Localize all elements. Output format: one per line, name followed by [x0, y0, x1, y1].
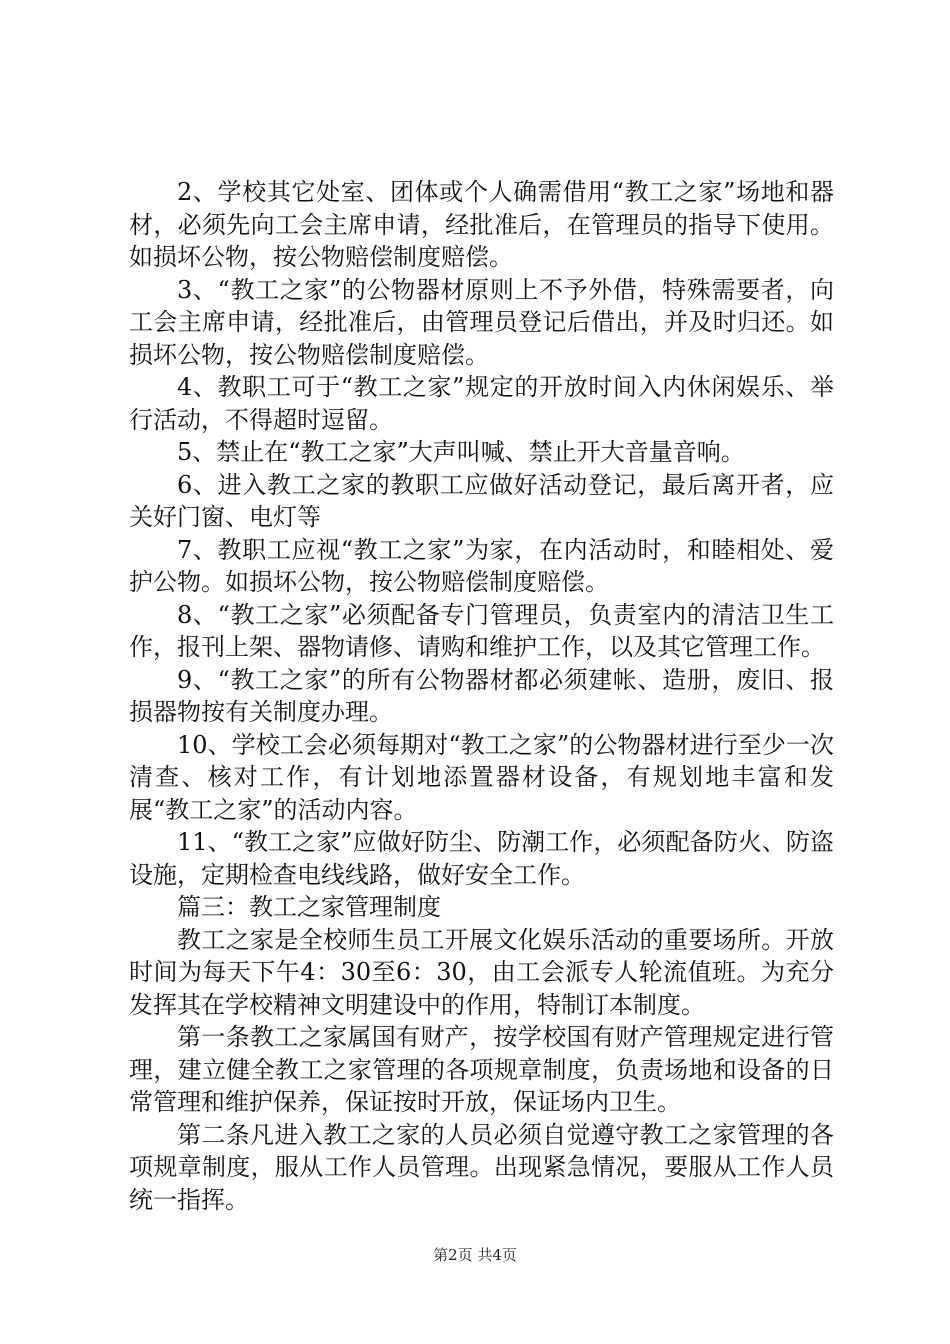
paragraph-rule-3: 3、“教工之家”的公物器材原则上不予外借，特殊需要者，向工会主席申请，经批准后，由管理员登记后借出，并及时归还。如损坏公物，按公物赔偿制度赔偿。: [129, 275, 834, 369]
paragraph-rule-6: 6、进入教工之家的教职工应做好活动登记，最后离开者，应关好门窗、电灯等: [129, 470, 834, 531]
paragraph-rule-9: 9、“教工之家”的所有公物器材都必须建帐、造册，废旧、报损器物按有关制度办理。: [129, 665, 834, 726]
section-heading: 篇三：教工之家管理制度: [177, 893, 441, 921]
paragraph-article-2: 第二条凡进入教工之家的人员必须自觉遵守教工之家管理的各项规章制度，服从工作人员管理。出现紧急情况，要服从工作人员统一指挥。: [129, 1120, 834, 1214]
paragraph-rule-11: 11、“教工之家”应做好防尘、防潮工作，必须配备防火、防盗设施，定期检查电线线路，做好安全工作。: [129, 828, 834, 889]
page-number-footer: 第2页 共4页: [433, 1246, 517, 1264]
paragraph-rule-8: 8、“教工之家”必须配备专门管理员，负责室内的清洁卫生工作，报刊上架、器物请修、请购和维护工作，以及其它管理工作。: [129, 600, 834, 661]
paragraph-article-1: 第一条教工之家属国有财产，按学校国有财产管理规定进行管理，建立健全教工之家管理的各项规章制度，负责场地和设备的日常管理和维护保养，保证按时开放，保证场内卫生。: [129, 1023, 834, 1116]
paragraph-intro: 教工之家是全校师生员工开展文化娱乐活动的重要场所。开放时间为每天下午4：30至6：30，由工会派专人轮流值班。为充分发挥其在学校精神文明建设中的作用，特制订本制度。: [129, 925, 834, 1019]
paragraph-rule-5: 5、禁止在“教工之家”大声叫喊、禁止开大音量音响。: [177, 438, 745, 466]
paragraph-rule-10: 10、学校工会必须每期对“教工之家”的公物器材进行至少一次清查、核对工作，有计划地添置器材设备，有规划地丰富和发展“教工之家”的活动内容。: [129, 730, 834, 824]
document-body: [129, 176, 834, 1216]
paragraph-rule-7: 7、教职工应视“教工之家”为家，在内活动时，和睦相处、爱护公物。如损坏公物，按公物赔偿制度赔偿。: [129, 535, 834, 596]
paragraph-rule-2: 2、学校其它处室、团体或个人确需借用“教工之家”场地和器材，必须先向工会主席申请，经批准后，在管理员的指导下使用。如损坏公物，按公物赔偿制度赔偿。: [129, 178, 834, 271]
paragraph-rule-4: 4、教职工可于“教工之家”规定的开放时间入内休闲娱乐、举行活动，不得超时逗留。: [129, 373, 834, 434]
